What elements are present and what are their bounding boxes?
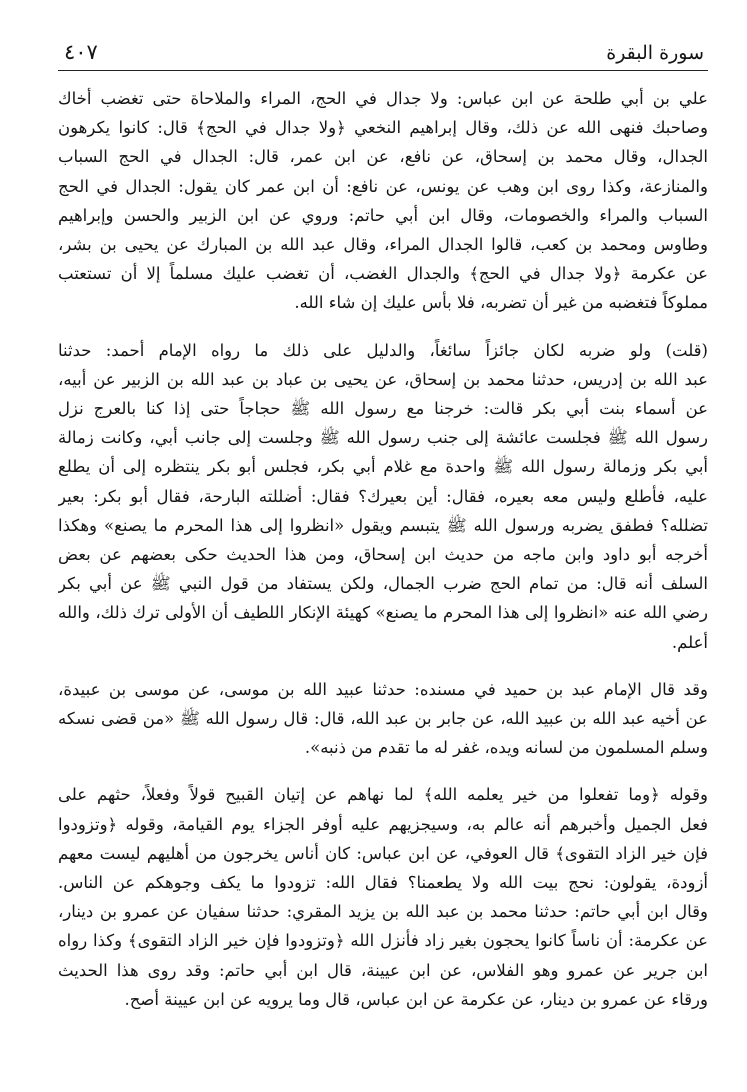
text-line: عن عكرمة: أن ناساً كانوا يحجون بغير زاد فأنزل الله ﴿وتزودوا فإن خير الزاد التقوى﴾ وكذا رواه — [58, 931, 708, 951]
text-line: أبي بكر وزمالة رسول الله ﷺ واحدة مع غلام أبي بكر، فجلس أبو بكر ينتظره إلى أن يطلع — [58, 457, 708, 477]
text-line: ورقاء عن عمرو بن دينار، عن عكرمة عن ابن عباس، قال وما يرويه عن ابن عيينة أصح. — [124, 989, 708, 1009]
text-line: وقد قال الإمام عبد بن حميد في مسنده: حدثنا عبيد الله بن موسى، عن موسى بن عبيدة، — [58, 679, 708, 699]
text-line: والمنازعة، وكذا روى ابن وهب عن يونس، عن نافع: أن ابن عمر كان يقول: الجدال في الحج — [58, 176, 708, 196]
text-line: ابن جرير عن عمرو وهو الفلاس، عن ابن عيينة، قال ابن أبي حاتم: وقد روى هذا الحديث — [58, 960, 708, 980]
text-line: وسلم المسلمون من لسانه ويده، غفر له ما تقدم من ذنبه». — [304, 738, 708, 758]
text-line: عليه، فأطلع وليس معه بعيره، فقال: أين بعيرك؟ فقال: أضللته البارحة، فقال أبو بكر: بعير — [58, 486, 708, 506]
text-line: السلف أنه قال: من تمام الحج ضرب الجمال، ولكن يستفاد من قول النبي ﷺ عن أبي بكر — [58, 574, 708, 594]
text-line: وقوله ﴿وما تفعلوا من خير يعلمه الله﴾ لما نهاهم عن إتيان القبيح قولاً وفعلاً، حثهم على — [58, 785, 708, 805]
paragraph — [58, 336, 708, 657]
text-line: رضي الله عنه «انظروا إلى هذا المحرم ما يصنع» كهيئة الإنكار اللطيف أن الأولى ترك ذلك، والله — [58, 603, 708, 623]
text-line: أزودة، يقولون: نحج بيت الله ولا يطعمنا؟ فقال الله: تزودوا ما يكف وجوهكم عن الناس. — [58, 873, 708, 893]
text-line: وصاحبك فنهى الله عن ذلك، وقال إبراهيم النخعي ﴿ولا جدال في الحج﴾ قال: كانوا يكرهون — [58, 118, 708, 138]
text-line: رسول الله ﷺ فجلست عائشة إلى جنب رسول الله ﷺ وجلست إلى جانب أبي، وكانت زمالة — [58, 428, 708, 448]
text-line: مملوكاً فتغضبه من غير أن تضربه، فلا بأس عليك إن شاء الله. — [294, 293, 708, 313]
text-line: علي بن أبي طلحة عن ابن عباس: ولا جدال في الحج، المراء والملاحاة حتى تغضب أخاك — [58, 89, 708, 108]
page-header — [58, 36, 708, 71]
text-line: وطاوس ومحمد بن كعب، قالوا الجدال المراء، وقال عبد الله بن المبارك عن يحيى بن بشر، — [58, 235, 708, 255]
text-line: وقال ابن أبي حاتم: حدثنا محمد بن عبد الله بن يزيد المقري: حدثنا سفيان عن عمرو بن دينار، — [58, 902, 708, 922]
paragraph — [58, 780, 708, 1014]
text-line: عن أسماء بنت أبي بكر قالت: خرجنا مع رسول الله ﷺ حجاجاً حتى إذا كنا بالعرج نزل — [58, 399, 708, 419]
page-number: ٤٠٧ — [64, 40, 98, 64]
text-line: أخرجه أبو داود وابن ماجه من حديث ابن إسحاق، ومن هذا الحديث حكى بعضهم عن بعض — [58, 545, 708, 565]
text-line: فإن خير الزاد التقوى﴾ قال العوفي، عن ابن عباس: كان أناس يخرجون من أهليهم ليست معهم — [58, 843, 708, 863]
text-line: عن عكرمة ﴿ولا جدال في الحج﴾ والجدال الغضب، أن تغضب عليك مسلماً إلا أن تستعتب — [58, 264, 708, 284]
text-line: تضلله؟ فطفق يضربه ورسول الله ﷺ يتبسم ويقول «انظروا إلى هذا المحرم ما يصنع» وهكذا — [58, 515, 708, 535]
page-body — [58, 84, 708, 1032]
text-line: السباب والمراء والخصومات، وقال ابن أبي حاتم: وروي عن ابن الزبير والحسن وإبراهيم — [58, 205, 708, 225]
text-line: عن أخيه عبد الله بن عبيد الله، عن جابر بن عبد الله، قال: قال رسول الله ﷺ «من قضى نسكه — [58, 709, 708, 729]
text-line: الجدال، وقال محمد بن إسحاق، عن نافع، عن ابن عمر، قال: الجدال في الحج السباب — [58, 147, 708, 167]
paragraph — [58, 84, 708, 318]
text-line: فعل الجميل وأخبرهم أنه عالم به، وسيجزيهم عليه أوفر الجزاء يوم القيامة، وقوله ﴿وتزودوا — [58, 814, 708, 834]
surah-name: سورة البقرة — [606, 42, 704, 64]
text-line: أعلم. — [671, 632, 708, 652]
paragraph — [58, 675, 708, 763]
text-line: عبد الله بن إدريس، حدثنا محمد بن إسحاق، عن يحيى بن عباد بن عبد الله بن الزبير عن أبيه، — [58, 369, 708, 389]
text-line: (قلت) ولو ضربه لكان جائزاً سائغاً، والدليل على ذلك ما رواه الإمام أحمد: حدثنا — [58, 340, 708, 360]
